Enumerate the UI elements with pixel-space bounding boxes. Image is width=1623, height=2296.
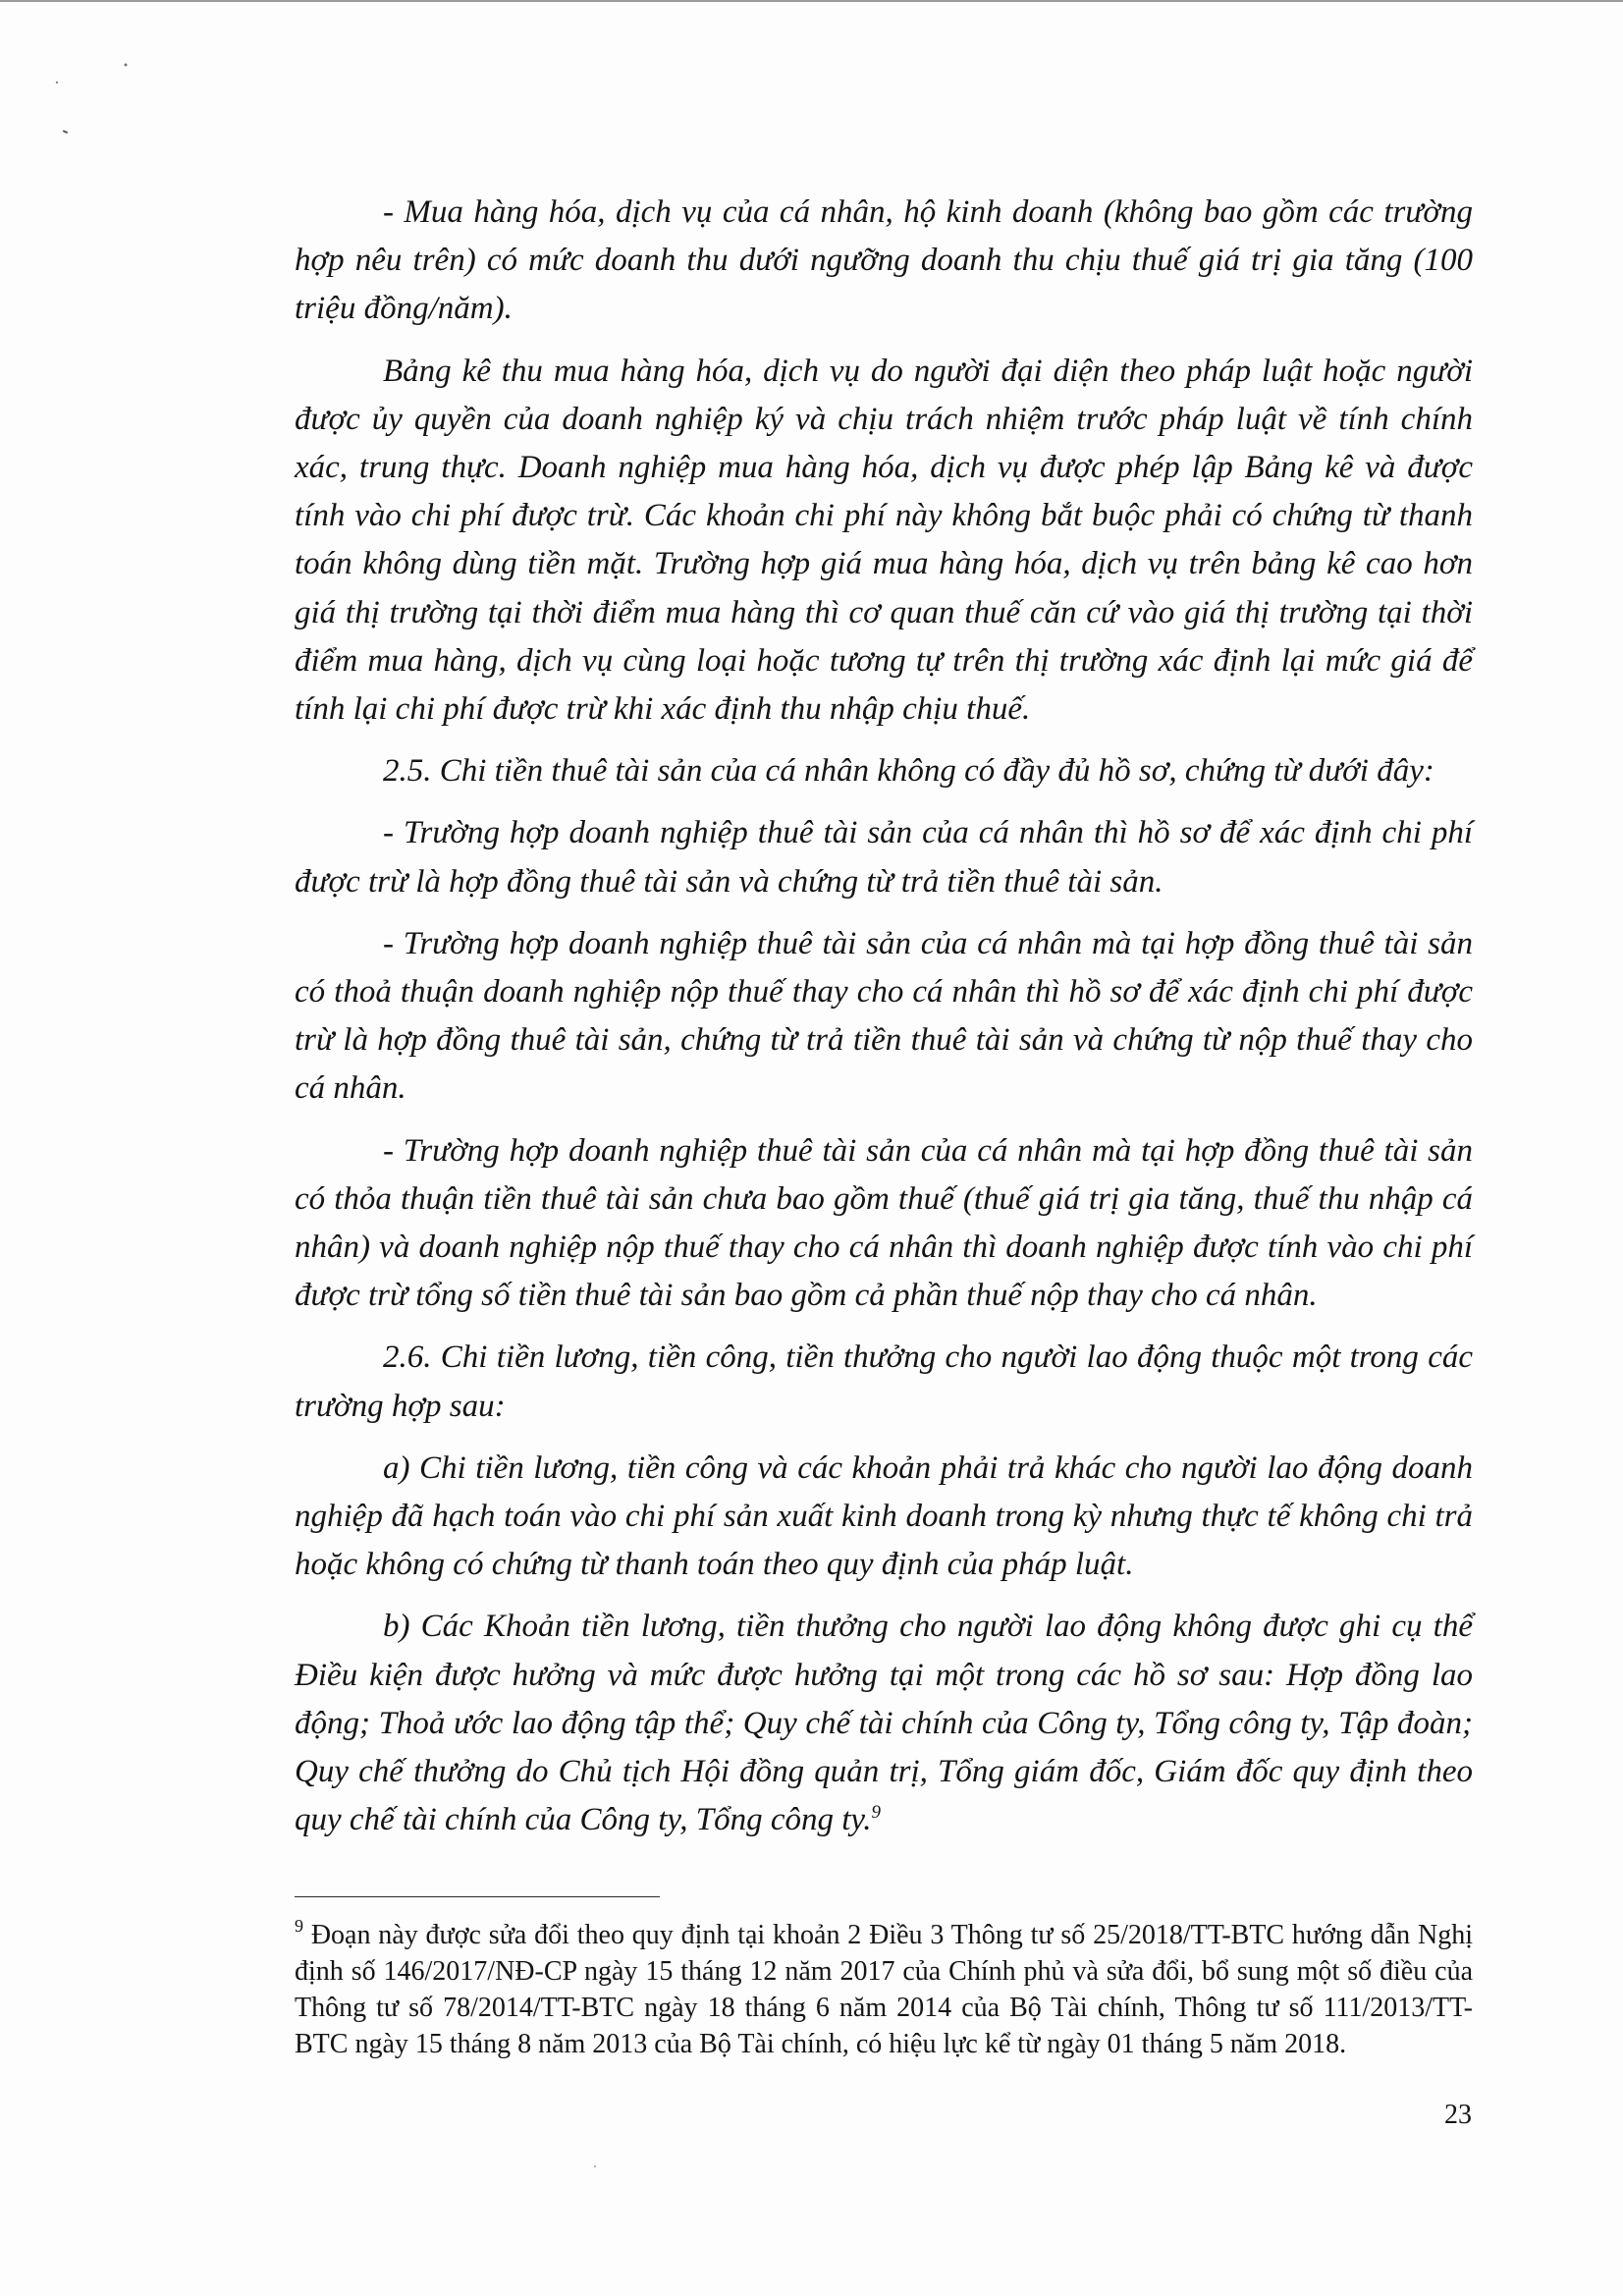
footnote-reference[interactable]: 9: [871, 1802, 881, 1824]
paragraph-2-6-b-text: b) Các Khoản tiền lương, tiền thưởng cho người lao động không được ghi cụ thể Điều kiện được hưởng và mức được hưởng tại một trong các hồ sơ sau: Hợp đồng lao động; Thoả ước lao động tập thể; Quy chế tài chính của Công ty, Tổng công ty, Tập đoàn; Quy chế thưởng do Chủ tịch Hội đồng quản trị, Tổng giám đốc, Giám đốc quy định theo quy chế tài chính của Công ty, Tổng công ty.: [295, 1609, 1473, 1838]
paragraph-2-5-case-1: - Trường hợp doanh nghiệp thuê tài sản của cá nhân thì hồ sơ để xác định chi phí được trừ là hợp đồng thuê tài sản và chứng từ trả tiền thuê tài sản.: [295, 815, 1473, 900]
paragraph-2-6-heading: 2.6. Chi tiền lương, tiền công, tiền thưởng cho người lao động thuộc một trong các trường hợp sau:: [295, 1339, 1473, 1424]
footnote-marker: 9: [295, 1915, 303, 1936]
paragraph-2-6-a: a) Chi tiền lương, tiền công và các khoản phải trả khác cho người lao động doanh nghiệp đã hạch toán vào chi phí sản xuất kinh doanh trong kỳ nhưng thực tế không chi trả hoặc không có chứng từ thanh toán theo quy định của pháp luật.: [295, 1449, 1473, 1583]
body-text: [295, 189, 1473, 1859]
scan-speck: [56, 82, 58, 83]
page-number: 23: [1444, 2100, 1472, 2130]
paragraph-2-6-b: [295, 1603, 1473, 1844]
paragraph-purchase-list: Bảng kê thu mua hàng hóa, dịch vụ do người đại diện theo pháp luật hoặc người được ủy quyền của doanh nghiệp ký và chịu trách nhiệm trước pháp luật về tính chính xác, trung thực. Doanh nghiệp mua hàng hóa, dịch vụ được phép lập Bảng kê và được tính vào chi phí được trừ. Các khoản chi phí này không bắt buộc phải có chứng từ thanh toán không dùng tiền mặt. Trường hợp giá mua hàng hóa, dịch vụ trên bảng kê cao hơn giá thị trường tại thời điểm mua hàng thì cơ quan thuế căn cứ vào giá thị trường tại thời điểm mua hàng, dịch vụ cùng loại hoặc tương tự trên thị trường xác định lại mức giá để tính lại chi phí được trừ khi xác định thu nhập chịu thuế.: [295, 353, 1473, 728]
footnote: [295, 1917, 1473, 2062]
footnote-separator: [295, 1896, 660, 1897]
scan-speck: [594, 2165, 596, 2167]
paragraph-2-5-case-3: - Trường hợp doanh nghiệp thuê tài sản của cá nhân mà tại hợp đồng thuê tài sản có thỏa thuận tiền thuê tài sản chưa bao gồm thuế (thuế giá trị gia tăng, thuế thu nhập cá nhân) và doanh nghiệp nộp thuế thay cho cá nhân thì doanh nghiệp được tính vào chi phí được trừ tổng số tiền thuê tài sản bao gồm cả phần thuế nộp thay cho cá nhân.: [295, 1132, 1473, 1314]
scan-speck: [63, 130, 68, 134]
paragraph-purchase-individuals: - Mua hàng hóa, dịch vụ của cá nhân, hộ kinh doanh (không bao gồm các trường hợp nêu trên) có mức doanh thu dưới ngưỡng doanh thu chịu thuế giá trị gia tăng (100 triệu đồng/năm).: [295, 194, 1473, 327]
paragraph-2-5-case-2: - Trường hợp doanh nghiệp thuê tài sản của cá nhân mà tại hợp đồng thuê tài sản có thoả thuận doanh nghiệp nộp thuế thay cho cá nhân thì hồ sơ để xác định chi phí được trừ là hợp đồng thuê tài sản, chứng từ trả tiền thuê tài sản và chứng từ nộp thuế thay cho cá nhân.: [295, 925, 1473, 1107]
footnote-text: Đoạn này được sửa đổi theo quy định tại khoản 2 Điều 3 Thông tư số 25/2018/TT-BTC hướng dẫn Nghị định số 146/2017/NĐ-CP ngày 15 tháng 12 năm 2017 của Chính phủ và sửa đổi, bổ sung một số điều của Thông tư số 78/2014/TT-BTC ngày 18 tháng 6 năm 2014 của Bộ Tài chính, Thông tư số 111/2013/TT-BTC ngày 15 tháng 8 năm 2013 của Bộ Tài chính, có hiệu lực kể từ ngày 01 tháng 5 năm 2018.: [295, 1920, 1473, 2059]
scan-speck: [125, 64, 128, 67]
paragraph-2-5-heading: 2.5. Chi tiền thuê tài sản của cá nhân không có đầy đủ hồ sơ, chứng từ dưới đây:: [383, 753, 1434, 790]
